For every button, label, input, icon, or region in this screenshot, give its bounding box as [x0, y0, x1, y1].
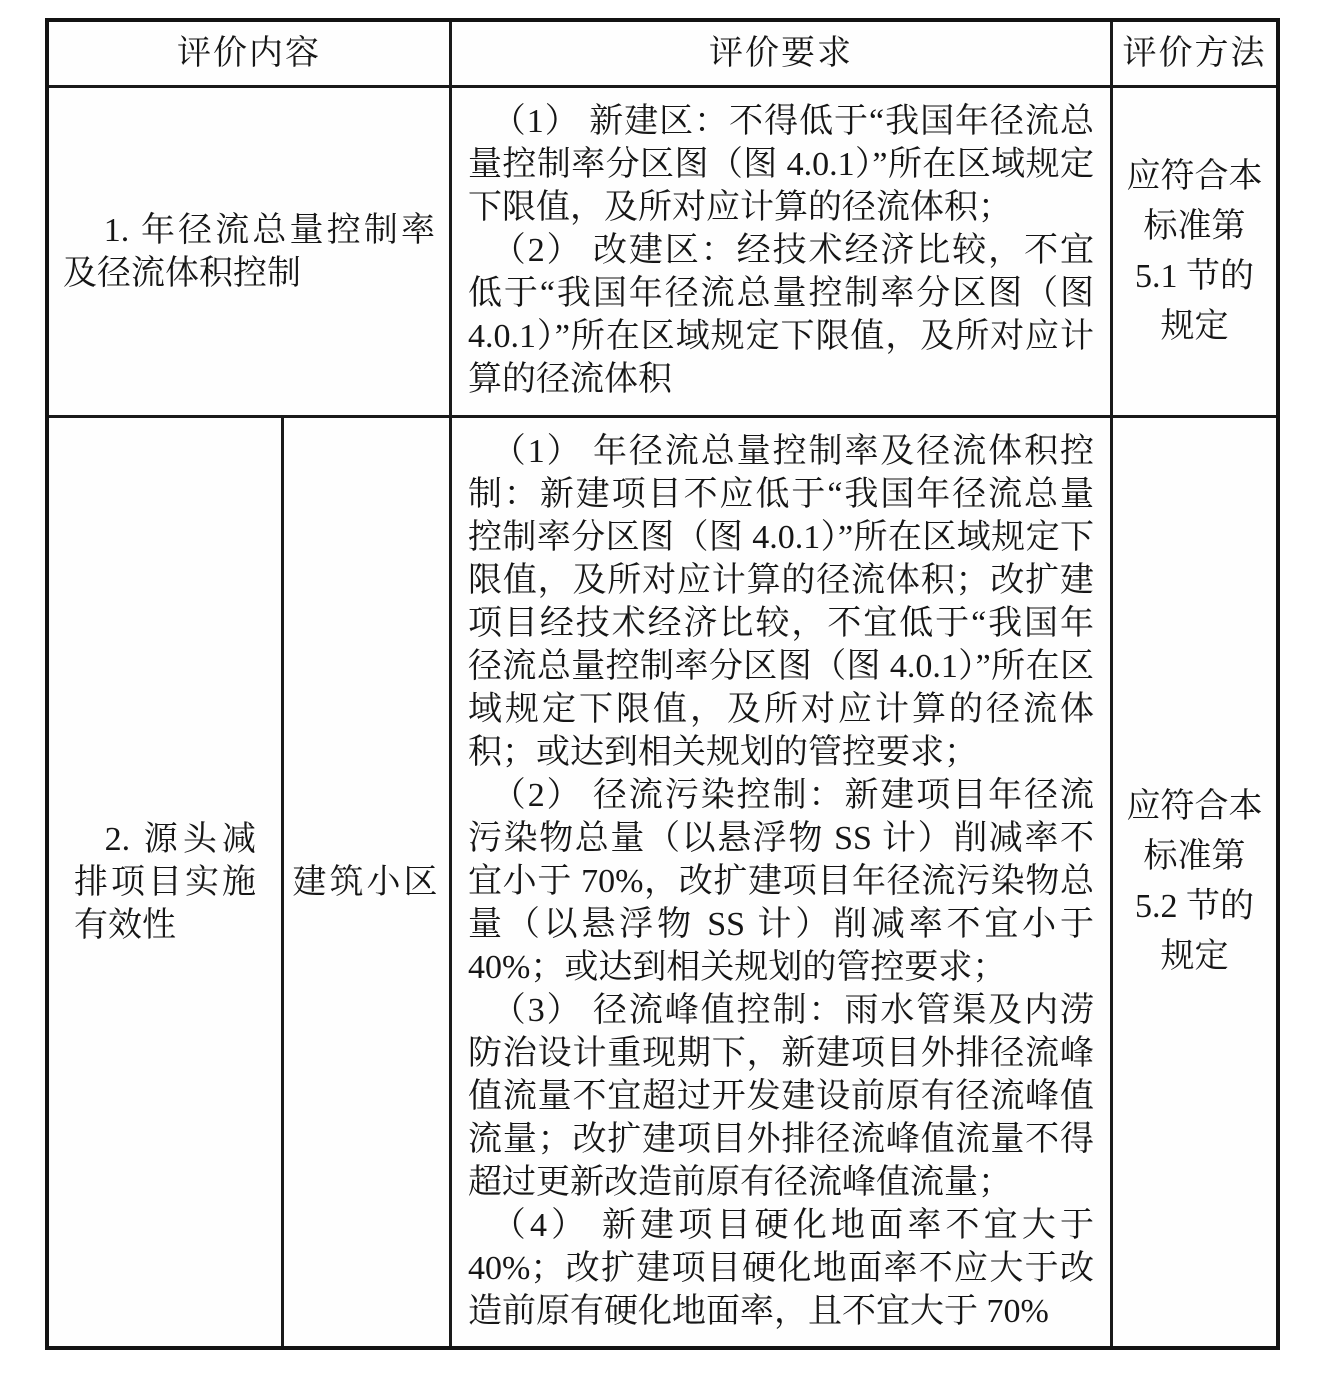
row1-content-cell	[49, 88, 452, 418]
row1-method-cell	[1113, 88, 1276, 418]
row2-requirement-2: （2） 径流污染控制：新建项目年径流污染物总量（以悬浮物 SS 计）削减率不宜小于 70%，改扩建项目年径流污染物总量（以悬浮物 SS 计）削减率不宜小于 40%；或达到相关规划的管控要求；	[468, 777, 1094, 986]
row2-subcategory-cell	[284, 418, 452, 1346]
row1-content-text: 1. 年径流总量控制率及径流体积控制	[63, 211, 435, 292]
row1-requirements-cell	[452, 88, 1113, 418]
row1-requirement-2: （2） 改建区：经技术经济比较，不宜低于“我国年径流总量控制率分区图（图 4.0.1）”所在区域规定下限值，及所对应计算的径流体积	[468, 232, 1094, 398]
row1-method-line: 应符合本	[1126, 157, 1263, 195]
row2-requirement-4: （4） 新建项目硬化地面率不宜大于 40%；改扩建项目硬化地面率不应大于改造前原有硬化地面率，且不宜大于 70%	[468, 1207, 1094, 1330]
header-evaluation-method	[1113, 22, 1276, 88]
row1-method-line: 5.1 节的	[1135, 257, 1254, 295]
row2-requirement-3: （3） 径流峰值控制：雨水管渠及内涝防治设计重现期下，新建项目外排径流峰值流量不宜超过开发建设前原有径流峰值流量；改扩建项目外排径流峰值流量不得超过更新改造前原有径流峰值流量；	[468, 992, 1094, 1201]
header-evaluation-requirements	[452, 22, 1113, 88]
row2-content-text: 2. 源头减排项目实施有效性	[74, 820, 256, 944]
evaluation-table	[45, 18, 1280, 1350]
row1-method-line: 规定	[1160, 307, 1229, 345]
row2-method-line: 应符合本	[1126, 788, 1263, 825]
header-evaluation-content-label: 评价内容	[177, 35, 321, 72]
header-evaluation-requirements-label: 评价要求	[709, 35, 853, 72]
row1-requirement-1: （1） 新建区：不得低于“我国年径流总量控制率分区图（图 4.0.1）”所在区域规定下限值，及所对应计算的径流体积；	[468, 103, 1094, 226]
header-evaluation-method-label: 评价方法	[1122, 35, 1267, 72]
row2-requirement-1: （1） 年径流总量控制率及径流体积控制：新建项目不应低于“我国年径流总量控制率分区图（图 4.0.1）”所在区域规定下限值，及所对应计算的径流体积；改扩建项目经技术经济比较，不宜低于“我国年径流总量控制率分区图（图 4.0.1）”所在区域规定下限值，及所对应计算的径流体积；或达到相关规划的管控要求；	[468, 433, 1094, 771]
row2-method-line: 规定	[1160, 938, 1229, 975]
row2-method-line: 5.2 节的	[1135, 888, 1254, 925]
row1-method-line: 标准第	[1143, 207, 1246, 245]
row2-method-cell	[1113, 418, 1276, 1346]
row2-subcategory-text: 建筑小区	[292, 863, 441, 901]
row2-content-cell	[49, 418, 284, 1346]
header-evaluation-content	[49, 22, 452, 88]
row2-requirements-cell	[452, 418, 1113, 1346]
row2-method-line: 标准第	[1143, 838, 1246, 875]
